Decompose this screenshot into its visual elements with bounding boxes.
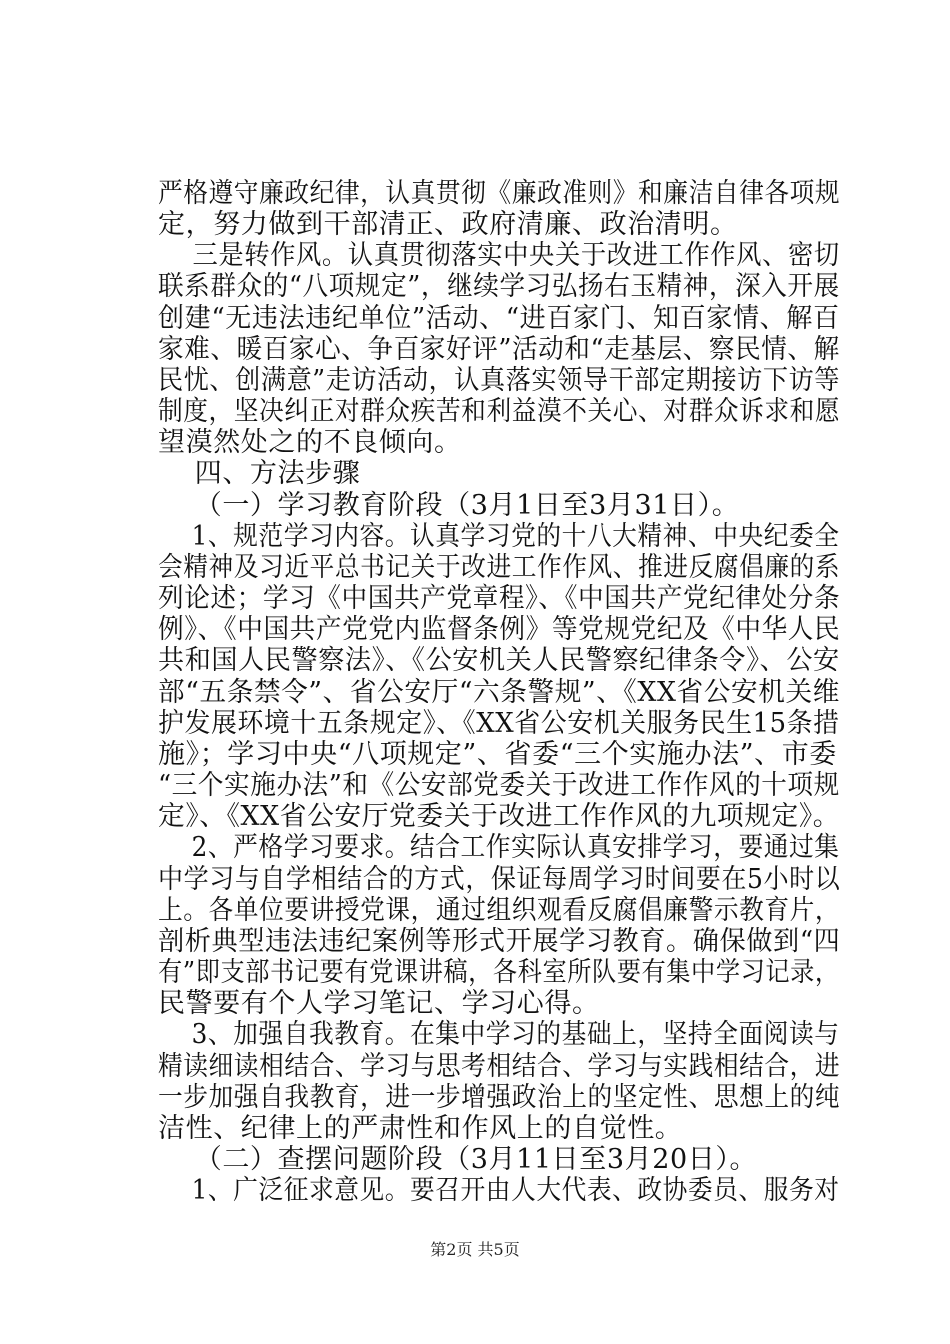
body-text-line: 共和国人民警察法》、《公安机关人民警察纪律条令》、公安 — [158, 645, 840, 676]
body-text-line: 一步加强自我教育，进一步增强政治上的坚定性、思想上的纯 — [158, 1082, 841, 1113]
body-text-line: 中学习与自学相结合的方式，保证每周学习时间要在5小时以 — [158, 864, 841, 895]
body-text-line: 护发展环境十五条规定》、《XX省公安机关服务民生15条措 — [158, 708, 840, 739]
subsection-heading: （一）学习教育阶段（3月1日至3月31日）。 — [158, 490, 740, 521]
body-text-line: 1、广泛征求意见。要召开由人大代表、政协委员、服务对 — [158, 1175, 840, 1206]
section-heading: 四、方法步骤 — [158, 458, 361, 489]
body-text-line: 列论述；学习《中国共产党章程》、《中国共产党纪律处分条 — [158, 583, 841, 614]
body-text-line: 家难、暖百家心、争百家好评”活动和“走基层、察民情、解 — [158, 334, 840, 365]
body-text-line: 望漠然处之的不良倾向。 — [158, 427, 462, 458]
body-text-line: 定》、《XX省公安厅党委关于改进工作作风的九项规定》。 — [158, 801, 841, 832]
body-text-line: 例》、《中国共产党党内监督条例》等党规党纪及《中华人民 — [158, 614, 841, 645]
body-text-line: 施》；学习中央“八项规定”、省委“三个实施办法”、市委 — [158, 739, 837, 770]
body-text-line: 民警要有个人学习笔记、学习心得。 — [158, 988, 600, 1019]
body-text-line: 会精神及习近平总书记关于改进工作作风、推进反腐倡廉的系 — [158, 552, 841, 583]
body-text-line: 剖析典型违法违纪案例等形式开展学习教育。确保做到“四 — [158, 926, 841, 957]
body-text-line: 上。各单位要讲授党课，通过组织观看反腐倡廉警示教育片， — [158, 895, 841, 926]
page-number-footer: 第2页 共5页 — [430, 1240, 520, 1259]
body-text-line: 洁性、纪律上的严肃性和作风上的自觉性。 — [158, 1113, 683, 1144]
body-text-line: 民忧、创满意”走访活动，认真落实领导干部定期接访下访等 — [158, 365, 841, 396]
body-text-line: 精读细读相结合、学习与思考相结合、学习与实践相结合，进 — [158, 1051, 841, 1082]
body-text-line: 3、加强自我教育。在集中学习的基础上，坚持全面阅读与 — [158, 1019, 840, 1050]
body-text-line: 严格遵守廉政纪律，认真贯彻《廉政准则》和廉洁自律各项规 — [158, 178, 841, 209]
body-text-line: 创建“无违法违纪单位”活动、“进百家门、知百家情、解百 — [158, 303, 840, 334]
body-text-line: 2、严格学习要求。结合工作实际认真安排学习，要通过集 — [158, 832, 840, 863]
subsection-heading: （二）查摆问题阶段（3月11日至3月20日）。 — [158, 1144, 758, 1175]
body-text-line: 联系群众的“八项规定”，继续学习弘扬右玉精神，深入开展 — [158, 271, 840, 302]
body-text-line: “三个实施办法”和《公安部党委关于改进工作作风的十项规 — [158, 770, 840, 801]
body-text-line: 有”即支部书记要有党课讲稿，各科室所队要有集中学习记录， — [158, 957, 840, 988]
body-text-line: 三是转作风。认真贯彻落实中央关于改进工作作风、密切 — [158, 240, 840, 271]
body-text-line: 制度，坚决纠正对群众疾苦和利益漠不关心、对群众诉求和愿 — [158, 396, 841, 427]
body-text-line: 定，努力做到干部清正、政府清廉、政治清明。 — [158, 209, 738, 240]
body-text-line: 1、规范学习内容。认真学习党的十八大精神、中央纪委全 — [158, 521, 840, 552]
body-text-line: 部“五条禁令”、省公安厅“六条警规”、《XX省公安机关维 — [158, 677, 840, 708]
